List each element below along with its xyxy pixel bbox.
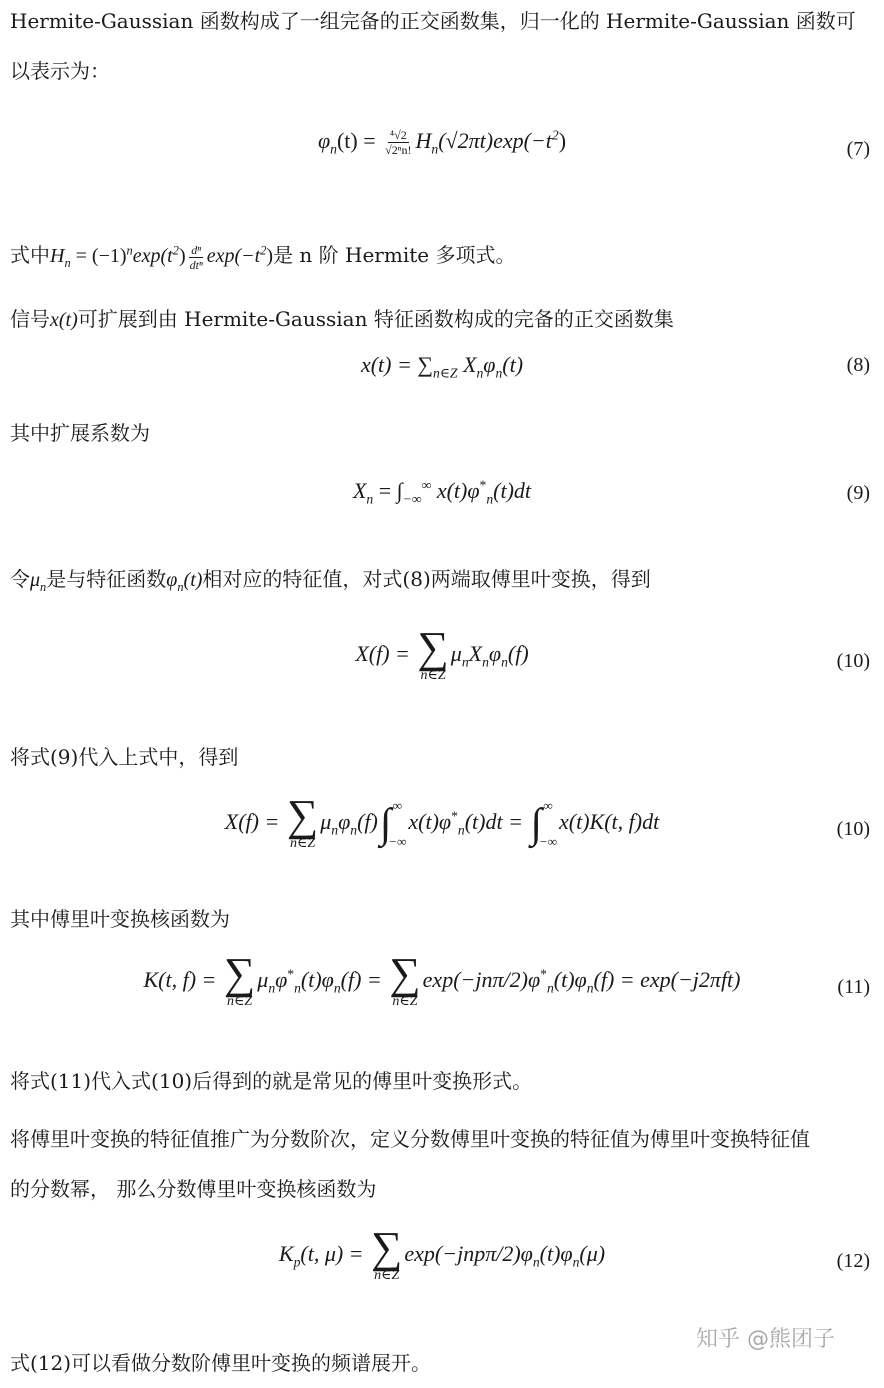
eq12-sigma: ∑: [371, 1223, 403, 1272]
equation-10a: [0, 623, 884, 684]
eq12-lhs-sub: p: [293, 1254, 301, 1270]
eq11-b1: exp(−jnπ/2)φ: [422, 967, 541, 993]
eq7-numerator: ⁴√2: [389, 128, 407, 143]
eq8-phi-sub: n: [495, 365, 503, 381]
eigenvalue-text: [10, 554, 876, 605]
hn-suffix: 是 n 阶 Hermite 多项式。: [273, 243, 516, 267]
eq10a-phi: φ: [488, 641, 502, 667]
eq10a-sum: [417, 623, 449, 684]
eq12-body: exp(−jnpπ/2)φ: [404, 1241, 533, 1267]
hn-formula: [50, 242, 274, 272]
hn-h-sub: n: [64, 256, 71, 270]
eq11-b2-sub: n: [586, 980, 594, 996]
eq7-lhs: φ: [317, 128, 331, 153]
eigen-mu-sub: n: [40, 580, 47, 594]
eq10b-sum-sub: n∈Z: [289, 836, 316, 851]
eq10b-integral-2: [530, 798, 557, 850]
eq8-sum-sub: n∈Z: [433, 365, 458, 381]
expand-prefix: 信号: [10, 307, 50, 331]
hn-prefix: 式中: [10, 243, 50, 267]
eq7-lhs-arg: (t): [336, 128, 358, 153]
eq7-hermite-sub: n: [431, 141, 439, 157]
eq10b-integral-1: [380, 798, 407, 850]
eq8-term: X: [463, 352, 477, 377]
eq11-b3: (f) = exp(−j2πft): [593, 967, 741, 993]
eq11-sum-sub-1: n∈Z: [227, 994, 253, 1009]
eq11-sum-2: [389, 949, 421, 1010]
eigen-mu-symbol: μ: [30, 569, 41, 591]
final-text: 式(12)可以看做分数阶傅里叶变换的频谱展开。: [10, 1351, 432, 1375]
eq12-mid: (t)φ: [539, 1241, 573, 1267]
eq11-a3: (t)φ: [300, 967, 334, 993]
eigen-phi: [166, 569, 203, 594]
expand-suffix: 可扩展到由 Hermite-Gaussian 特征函数构成的完备的正交函数集: [77, 307, 674, 331]
eq9-lhs-sub: n: [366, 491, 374, 507]
equation-11: [0, 949, 884, 1010]
eq11-phi-conj: φ: [275, 967, 288, 993]
eigen-phi-sub: n: [177, 580, 184, 594]
eq12-number: (12): [836, 1250, 870, 1272]
eq10a-sum-sub: n∈Z: [420, 668, 446, 683]
eq10b-int1-sub: n: [457, 822, 465, 838]
eigen-prefix: 令: [10, 567, 30, 591]
eq10a-arg: (f): [507, 641, 529, 667]
eq7-exp: exp(−t: [493, 128, 552, 153]
eq7-exp-sup: 2: [551, 127, 559, 143]
eq10b-int-sign-1: ∫: [379, 801, 392, 847]
expansion-text: [10, 294, 876, 345]
equation-12: [0, 1223, 884, 1284]
fractional-line-1: 将傅里叶变换的特征值推广为分数阶次，定义分数傅里叶变换的特征值为傅里叶变换特征值: [10, 1127, 810, 1151]
eq9-integral: = ∫: [373, 478, 403, 503]
intro-line-2: 以表示为：: [10, 59, 110, 83]
eq10a-mu-sub: n: [461, 654, 469, 670]
eq7-fraction: [383, 128, 413, 157]
substitution-text: 将式(9)代入上式中，得到: [10, 745, 239, 769]
eigen-suffix: 相对应的特征值，对式(8)两端取傅里叶变换，得到: [202, 567, 651, 591]
eq11-sigma-2: ∑: [389, 949, 421, 998]
equation-9: [0, 477, 884, 507]
eq8-term-sub: n: [476, 365, 484, 381]
eq9-lower: −∞: [402, 491, 422, 507]
hn-frac-den: dtⁿ: [189, 257, 203, 272]
fractional-paragraph: [10, 1114, 876, 1214]
eq10b-lower-1: −∞: [388, 834, 407, 849]
equation-8: [0, 352, 884, 381]
eq9-lhs: X: [352, 478, 367, 503]
eq11-b2: (t)φ: [553, 967, 587, 993]
hn-exp2: exp(−t: [206, 245, 261, 267]
hn-frac-num: dⁿ: [191, 242, 202, 257]
eq12-sum: [371, 1223, 403, 1284]
eigen-mid: 是与特征函数: [46, 567, 167, 591]
eigen-phi-symbol: φ: [166, 569, 178, 591]
eq7-hermite-arg: (√2πt): [438, 128, 494, 153]
hn-mid: = (−1): [70, 245, 127, 267]
hn-exp2-close: ): [266, 245, 274, 267]
eq11-a4: (f) =: [340, 967, 388, 993]
eq7-number: (7): [846, 138, 870, 160]
hn-exp2-sup: 2: [260, 243, 267, 258]
coefficient-text: 其中扩展系数为: [10, 421, 150, 445]
eq10b-mu-sub: n: [331, 822, 339, 838]
eq11-phi-conj-sub: n: [294, 980, 301, 996]
eq10b-int2: x(t)K(t, f)dt: [559, 809, 660, 835]
eq9-phi-sub: n: [486, 491, 494, 507]
eq10a-mu: μ: [450, 641, 462, 667]
eq10b-sigma: ∑: [286, 791, 319, 840]
eq11-number: (11): [837, 976, 870, 998]
eq10a-x-sub: n: [482, 654, 489, 670]
eq8-lhs: x(t) = ∑: [360, 352, 434, 377]
hn-mid-sup: n: [126, 243, 133, 258]
eq10b-upper-2: ∞: [543, 798, 553, 813]
eq10a-x: X: [468, 641, 483, 667]
hn-fraction: [188, 243, 205, 272]
eq11-mu: μ: [257, 967, 269, 993]
eq12-phi-sub: n: [532, 1254, 540, 1270]
equation-7: [0, 127, 884, 160]
eq10a-phi-sub: n: [501, 654, 508, 670]
eq10b-int-sign-2: ∫: [530, 801, 542, 847]
conclusion-text: 将式(11)代入式(10)后得到的就是常见的傅里叶变换形式。: [10, 1069, 533, 1093]
intro-line-1: Hermite-Gaussian 函数构成了一组完备的正交函数集，归一化的 Hermite-Gaussian 函数可: [10, 9, 856, 33]
eq10b-mu: μ: [320, 809, 332, 835]
eq7-denominator: √2ⁿn!: [385, 143, 412, 158]
eq10b-int1-tail: (t)dt =: [464, 809, 529, 835]
eq10b-upper-1: ∞: [392, 798, 402, 813]
eq10b-int1: x(t)φ: [408, 809, 452, 835]
eq11-sum-1: [223, 949, 256, 1010]
fractional-line-2: 的分数幂， 那么分数傅里叶变换核函数为: [10, 1177, 377, 1201]
eq11-a3-sub: n: [333, 980, 341, 996]
eq10b-arg: (f): [357, 809, 378, 835]
zhihu-watermark: 知乎 @熊团子: [696, 1327, 835, 1352]
eq12-tail: (μ): [579, 1241, 606, 1267]
eq11-mu-sub: n: [268, 980, 276, 996]
equation-10b: [0, 791, 884, 852]
eq7-close: ): [558, 128, 567, 153]
eq12-sum-sub: n∈Z: [374, 1268, 400, 1283]
hn-exp1-close: ): [178, 245, 186, 267]
eq11-sigma-1: ∑: [223, 949, 256, 998]
hn-definition: [10, 230, 876, 281]
kernel-text: 其中傅里叶变换核函数为: [10, 907, 230, 931]
eq10b-star: *: [451, 808, 458, 824]
eigen-phi-arg: (t): [183, 569, 203, 591]
eq10b-number: (10): [836, 818, 870, 840]
eq9-number: (9): [846, 482, 870, 504]
eq9-tail: (t)dt: [493, 478, 532, 503]
eq10b-phi: φ: [338, 809, 351, 835]
eq9-upper: ∞: [421, 477, 432, 493]
hn-exp1: exp(t: [132, 245, 173, 267]
eq10a-number: (10): [836, 650, 870, 672]
eq10b-lims-2: [539, 798, 557, 850]
eq11-star-2: *: [540, 966, 547, 982]
eq10b-sum: [286, 791, 319, 852]
hn-exp1-sup: 2: [172, 243, 179, 258]
eq11-star-1: *: [287, 966, 295, 982]
eq10b-lower-2: −∞: [538, 834, 558, 849]
eq9-star: *: [479, 477, 487, 493]
eq11-lhs: K(t, f) =: [143, 967, 222, 993]
eq12-phi2-sub: n: [572, 1254, 580, 1270]
eq12-lhs-arg: (t, μ) =: [300, 1241, 370, 1267]
eq11-b1-sub: n: [546, 980, 554, 996]
eq10b-lhs: X(f) =: [224, 809, 285, 835]
eq10b-lims-1: [388, 798, 406, 850]
eq12-lhs: K: [278, 1241, 294, 1267]
eq8-phi: φ: [483, 352, 496, 377]
hn-h: H: [50, 245, 65, 267]
eq10b-phi-sub: n: [350, 822, 358, 838]
eq7-equals: =: [363, 128, 376, 153]
intro-paragraph: [10, 0, 876, 96]
eq10a-lhs: X(f) =: [355, 641, 416, 667]
eq8-arg: (t): [502, 352, 524, 377]
eq11-sum-sub-2: n∈Z: [392, 994, 418, 1009]
expand-x: x(t): [50, 309, 78, 331]
eq8-number: (8): [846, 354, 870, 376]
eq9-body: x(t)φ: [431, 478, 480, 503]
eq10a-sigma: ∑: [417, 623, 449, 672]
eq7-hermite: H: [415, 128, 432, 153]
eq7-lhs-sub: n: [330, 141, 337, 157]
eigen-mu: [30, 569, 47, 594]
